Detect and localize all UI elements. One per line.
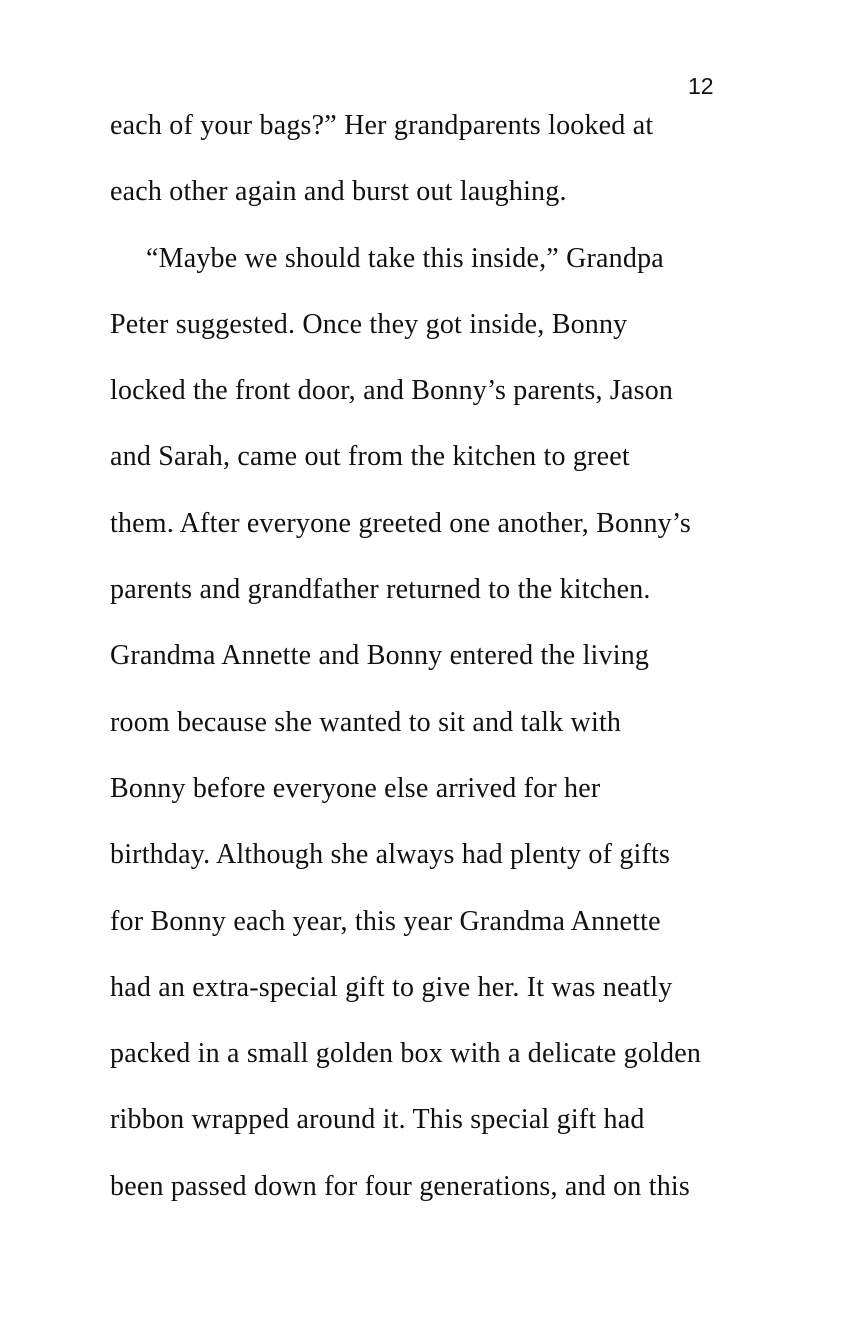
page-text (110, 93, 790, 1220)
text-line: been passed down for four generations, and on this (110, 1170, 690, 1202)
text-line: Grandma Annette and Bonny entered the living (110, 640, 650, 672)
text-line: ribbon wrapped around it. This special gift had (110, 1104, 645, 1136)
text-line: birthday. Although she always had plenty of gifts (110, 839, 671, 871)
text-line: room because she wanted to sit and talk with (110, 706, 622, 738)
text-line: parents and grandfather returned to the kitchen. (110, 574, 651, 606)
page-number: 12 (688, 73, 714, 99)
text-line: each of your bags?” Her grandparents looked at (110, 110, 654, 141)
text-line: Bonny before everyone else arrived for her (110, 772, 601, 804)
text-line: “Maybe we should take this inside,” Grandpa (146, 242, 664, 274)
text-line: and Sarah, came out from the kitchen to greet (110, 441, 630, 473)
text-line: Peter suggested. Once they got inside, Bonny (110, 308, 628, 340)
text-line: them. After everyone greeted one another, Bonny’s (110, 507, 691, 539)
text-line: for Bonny each year, this year Grandma Annette (110, 905, 661, 937)
text-line: locked the front door, and Bonny’s parents, Jason (110, 375, 674, 407)
text-line: had an extra-special gift to give her. It was neatly (110, 971, 673, 1003)
text-line: each other again and burst out laughing. (110, 176, 567, 208)
text-line: packed in a small golden box with a delicate golden (110, 1038, 702, 1070)
